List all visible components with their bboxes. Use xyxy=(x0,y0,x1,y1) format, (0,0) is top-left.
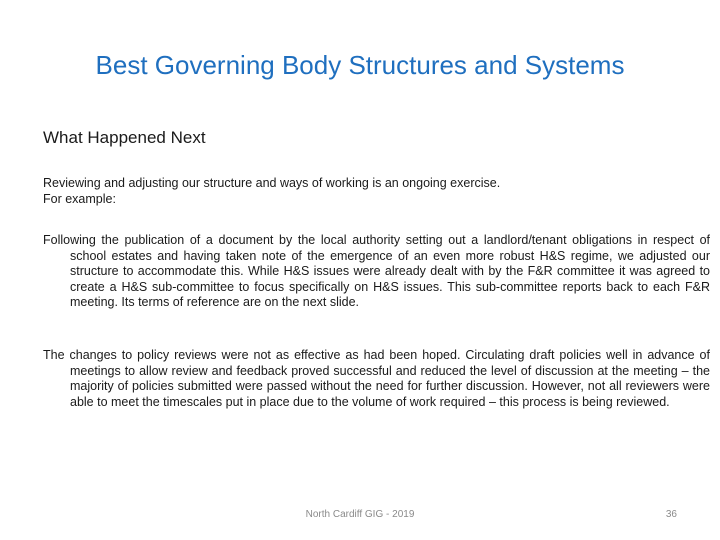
page-number: 36 xyxy=(665,509,677,520)
footer-text: North Cardiff GIG - 2019 xyxy=(305,509,415,520)
intro-text xyxy=(43,175,683,207)
intro-line-2: For example: xyxy=(43,192,116,206)
paragraph-hs-subcommittee: Following the publication of a document by the local authority setting out a landlord/tenant obligations in respect of school estates and having taken note of the emergence of an even more robust H&S regime, we adjusted our structure to accommodate this. While H&S issues were already dealt with by the F&R committee it was agreed to create a H&S sub-committee to focus specifically on H&S issues. This sub-committee reports back to each F&R meeting. Its terms of reference are on the next slide. xyxy=(43,233,710,309)
slide-subtitle: What Happened Next xyxy=(43,128,206,147)
slide-title: Best Governing Body Structures and Systems xyxy=(95,50,625,80)
paragraph-policy-reviews: The changes to policy reviews were not as effective as had been hoped. Circulating draft policies well in advance of meetings to allow review and feedback proved successful and reduced the level of discussion at the meeting – the majority of policies submitted were passed without the need for further discussion. However, not all reviewers were able to meet the timescales put in place due to the volume of work required – this process is being reviewed. xyxy=(43,348,710,409)
intro-line-1: Reviewing and adjusting our structure and ways of working is an ongoing exercise. xyxy=(43,176,501,190)
